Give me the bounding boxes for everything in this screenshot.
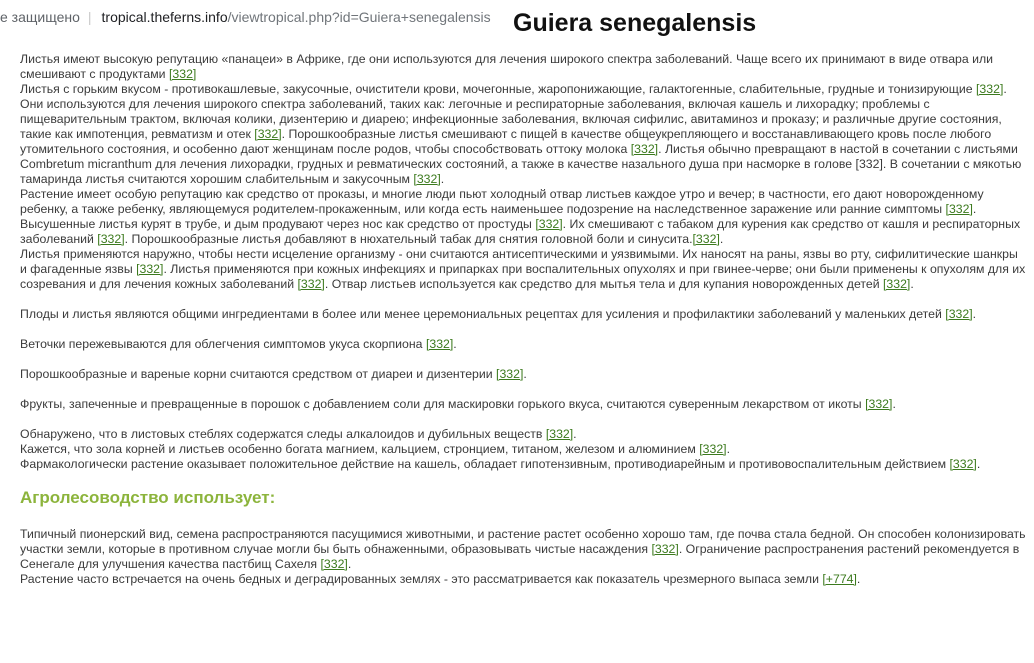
text-line: Ограничение распространения растений рекомендуется в Сенегале для улучшения качества пастбищ Сахеля [20, 542, 1020, 571]
paragraph-fruits-leaves: Плоды и листья являются общими ингредиентами в более или менее церемониальных рецептах для усиления и профилактики заболеваний у маленьких детей [332]. [20, 307, 977, 321]
reference-link[interactable]: [332] [413, 172, 441, 186]
reference-link[interactable]: [332] [949, 457, 977, 471]
reference-link[interactable]: [332] [320, 557, 348, 571]
text-line: Их смешивают с табаком для курения как средство от кашля и респираторных заболеваний [20, 217, 1021, 246]
text-line: Фрукты, запеченные и превращенные в порошок с добавлением соли для маскировки горького вкуса, считаются суверенным лекарством от икоты [20, 397, 862, 411]
text-line: Порошкообразные листья смешивают с пищей в качестве общеукрепляющего и восстанавливающего кровь после любого утомительного состояния, и особенно дают женщинам после родов, чтобы способствовать оттоку молока [20, 127, 992, 156]
reference-link-774[interactable]: [+774] [822, 572, 857, 586]
security-status-label[interactable]: е защищено [0, 9, 80, 25]
paragraph-chemistry: Обнаружено, что в листовых стеблях содержатся следы алкалоидов и дубильных веществ [332]. Кажется, что зола корней и листьев особенно богата магнием, кальцием, стронцием, титаном, железом и алюминием [332]. Фармакологически растение оказывает положительное действие на кашель, обладает гипотензивным, противодиарейным и противовоспалительным действием [332]. [20, 427, 981, 471]
text-line: Растение часто встречается на очень бедных и деградированных землях - это рассматривается как показатель чрезмерного выпаса земли [20, 572, 819, 586]
address-separator: | [87, 9, 92, 25]
paragraph-twigs: Веточки пережевываются для облегчения симптомов укуса скорпиона [332]. [20, 337, 457, 351]
reference-link[interactable]: [332] [297, 277, 325, 291]
paragraph-medicinal-leaves: Листья имеют высокую репутацию «панацеи» в Африке, где они используются для лечения широкого спектра заболеваний. Чаще всего их принимают в виде отвара или смешивают с продуктами [332] Листья с горьким вкусом - противокашлевые, закусочные, очистители крови, мочегонные, жаропонижающие, галактогенные, слабительные, грудные и тонизирующие [332]. Они используются для лечения широкого спектра заболеваний, таких как: легочные и респираторные заболевания, включая кашель и лихорадку; проблемы с пищеварительным трактом, включая колики, дизентерию и диарею; инфекционные заболевания, включая сифилис, авитаминоз и проказу; и различные другие состояния, такие как импотенция, ревматизм и отек [332]. Порошкообразные листья смешивают с пищей в качестве общеукрепляющего и восстанавливающего кровь после любого утомительного состояния, и особенно дают женщинам после родов, чтобы способствовать оттоку молока [332]. Листья обычно превращают в настой в сочетании с листьями Combretum micranthum для лечения лихорадки, грудных и ревматических состояний, а также в качестве назального душа при насморке в голове [332]. В сочетании с мякотью тамаринда листья считаются хорошим слабительным и закусочным [332]. Растение имеет особую репутацию как средство от проказы, и многие люди пьют холодный отвар листьев каждое утро и вечер; в частности, его дают новорожденному ребенку, а также ребенку, являющемуся родителем-прокаженным, или когда есть наименьшее подозрение на наследственное заражение или ранние симптомы [332]. Высушенные листья курят в трубе, и дым продувают через нос как средство от простуды [332]. Их смешивают с табаком для курения как средство от кашля и респираторных заболеваний [332]. Порошкообразные листья добавляют в нюхательный табак для снятия головной боли и синусита.[332]. Листья применяются наружно, чтобы нести исцеление организму - они считаются антисептическими и уязвимыми. Их наносят на раны, язвы во рту, сифилитические шанкры и фагаденные язвы [332]. Листья применяются при кожных инфекциях и припарках при воспалительных опухолях и при гвинее-черве; они были применены к опухолям для их созревания и для лечения кожных заболеваний [332]. Отвар листьев используется как средство для мытья тела и для купания новорожденных детей [332]. [20, 52, 1026, 291]
text-line: Порошкообразные и вареные корни считаются средством от диареи и дизентерии [20, 367, 493, 381]
text-line: Листья применяются наружно, чтобы нести исцеление организму - они считаются антисептическими и уязвимыми. Их наносят на раны, язвы во рту, сифилитические шанкры и фагаденные язвы [20, 247, 1018, 276]
text-line: Растение имеет особую репутацию как средство от проказы, и многие люди пьют холодный отвар листьев каждое утро и вечер; в частности, его дают новорожденному ребенку, а также ребенку, являющемуся родителем-прокаженным, или когда есть наименьшее подозрение на наследственное заражение или ранние симптомы [20, 187, 984, 216]
text-line: Высушенные листья курят в трубе, и дым продувают через нос как средство от простуды [20, 217, 532, 231]
reference-link[interactable]: [332] [425, 337, 454, 351]
text-line: Листья обычно превращают в настой в сочетании с листьями Combretum micranthum для лечения лихорадки, грудных и ревматических состояний, а также в качестве назального душа при насморке в голове [332]. В сочетании с мякотью тамаринда листья считаются хорошим слабительным и закусочным [20, 142, 1022, 186]
text-line: Они используются для лечения широкого спектра заболеваний, таких как: легочные и респираторные заболевания, включая кашель и лихорадку; проблемы с пищеварительным трактом, включая колики, дизентерию и диарею; инфекционные заболевания, включая сифилис, авитаминоз и проказу; и различные другие состояния, такие как импотенция, ревматизм и отек [20, 97, 1002, 141]
text-line: Фармакологически растение оказывает положительное действие на кашель, обладает гипотензивным, противодиарейным и противовоспалительным действием [20, 457, 947, 471]
text-line: Плоды и листья являются общими ингредиентами в более или менее церемониальных рецептах для усиления и профилактики заболеваний у маленьких детей [20, 307, 942, 321]
text-line: Кажется, что зола корней и листьев особенно богата магнием, кальцием, стронцием, титаном, железом и алюминием [20, 442, 696, 456]
reference-link[interactable]: [332] [545, 427, 574, 441]
reference-link[interactable]: [332] [630, 142, 659, 156]
reference-link[interactable]: [332] [254, 127, 282, 141]
page-title: Guiera senegalensis [513, 9, 757, 37]
url-path[interactable]: /viewtropical.php?id=Guiera+senegalensis [227, 9, 491, 25]
text-line: Веточки пережевываются для облегчения симптомов укуса скорпиона [20, 337, 423, 351]
reference-link[interactable]: [332] [692, 232, 720, 246]
paragraph-agroforestry: Типичный пионерский вид, семена распространяются пасущимися животными, и растение растет особенно хорошо там, где почва стала бедной. Он способен колонизировать участки земли, которые в противном случае могли бы быть обнаженными, образовывать чистые насаждения [332]. Ограничение распространения растений рекомендуется в Сенегале для улучшения качества пастбищ Сахеля [332]. Растение часто встречается на очень бедных и деградированных землях - это рассматривается как показатель чрезмерного выпаса земли [+774]. [20, 527, 1026, 586]
text-line: Обнаружено, что в листовых стеблях содержатся следы алкалоидов и дубильных веществ [20, 427, 543, 441]
text-line: Отвар листьев используется как средство для мытья тела и для купания новорожденных детей [331, 277, 880, 291]
paragraph-roots: Порошкообразные и вареные корни считаются средством от диареи и дизентерии [332]. [20, 367, 527, 381]
address-bar[interactable] [0, 0, 510, 34]
url-domain[interactable]: tropical.theferns.info [101, 9, 228, 25]
section-heading-agroforestry: Агролесоводство использует: [20, 488, 276, 507]
reference-link[interactable]: [332] [976, 82, 1004, 96]
reference-link[interactable]: [332] [945, 307, 973, 321]
reference-link[interactable]: [332] [136, 262, 164, 276]
text-line: Типичный пионерский вид, семена распространяются пасущимися животными, и растение растет особенно хорошо там, где почва стала бедной. Он способен колонизировать участки земли, которые в противном случае могли бы быть обнаженными, образовывать чистые насаждения [20, 527, 1026, 556]
reference-link[interactable]: [332] [651, 542, 679, 556]
reference-link[interactable]: [332] [883, 277, 911, 291]
reference-link[interactable]: [332] [699, 442, 727, 456]
reference-link[interactable]: [332] [945, 202, 973, 216]
reference-link[interactable]: [332] [496, 367, 524, 381]
reference-link[interactable]: [332] [97, 232, 125, 246]
paragraph-fruits: Фрукты, запеченные и превращенные в порошок с добавлением соли для маскировки горького вкуса, считаются суверенным лекарством от икоты [332]. [20, 397, 896, 411]
reference-link[interactable]: [332] [535, 217, 563, 231]
text-line: Порошкообразные листья добавляют в нюхательный табак для снятия головной боли и синусита. [131, 232, 693, 246]
text-line: Листья с горьким вкусом - противокашлевые, закусочные, очистители крови, мочегонные, жаропонижающие, галактогенные, слабительные, грудные и тонизирующие [20, 82, 973, 96]
reference-link[interactable]: [332] [168, 67, 197, 81]
reference-link[interactable]: [332] [865, 397, 893, 411]
text-line: Листья применяются при кожных инфекциях и припарках при воспалительных опухолях и при гвинее-черве; они были применены к опухолям для их созревания и для лечения кожных заболеваний [20, 262, 1026, 291]
article-content [20, 52, 1028, 602]
text-line: Листья имеют высокую репутацию «панацеи» в Африке, где они используются для лечения широкого спектра заболеваний. Чаще всего их принимают в виде отвара или смешивают с продуктами [20, 52, 994, 81]
